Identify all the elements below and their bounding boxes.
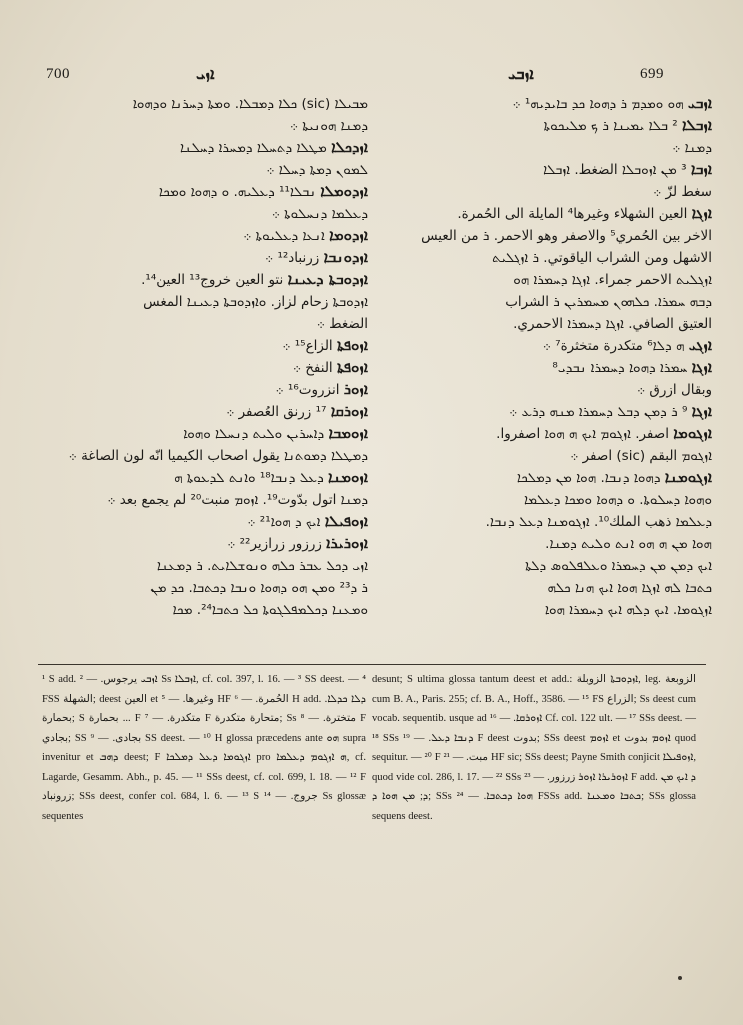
entry-line (382, 158, 712, 180)
entry-line (38, 92, 368, 114)
headword: ܐܙܘܡܢܐ (328, 468, 368, 486)
entry-text: ܕܐܚܪܝܢ ܘܠܝܬ ܕܢܚܠܐ ܘܗܘܐ (183, 426, 325, 442)
entry-line (38, 378, 368, 400)
headword: ܐܙܘܪܝܪܐ (326, 534, 368, 552)
entry-line (382, 444, 712, 466)
entry-text: ܐܙܝ ܕܟܠ ܥܒܪ ܟܠܗ ܘܢܘܫܠܐܝܬ. ܪ ܕܡܥܢܐ (156, 558, 368, 574)
entry-line (38, 312, 368, 334)
entry-text: ܐܙܕܘܒܬܐ زحام لزاز. ܘܐܙܕܘܒܬܐ ܕܥܝܢܐ المغس (143, 294, 368, 310)
entry-text: ܘܡܥܢܐ ܕܟܠܡܦܠܓܘܬܐ ܟܠ ܟܬܒܐ²⁴. ܡܟܐ (172, 602, 368, 618)
headword: ܐܙܕܘܡܠܐ (320, 182, 368, 200)
headword: ܐܙܘܪܩܐ (330, 402, 368, 420)
entry-text: انزروت¹⁶ ܀ (275, 382, 340, 398)
entry-text: ܡܒܝܠܐ (sic) ܟܠܐ ܕܡܒܠܐ. ܘܡܬܐ ܕܚܪܢܐ ܘܕܗܘܐ (132, 96, 368, 112)
entry-line (382, 114, 712, 136)
entry-line (38, 488, 368, 510)
entry-text: ܗܘܐ ܡܢ ܗ ܗܘ ܐܢܬ ܘܠܝܬ ܕܡܢܐ. (545, 536, 712, 552)
entry-line (38, 268, 368, 290)
entry-text: ܕܡܢܐ اتول بدّوت¹⁹. ܐܙܘܡ منبت²⁰ لم يجمع بعد ܀ (107, 492, 368, 508)
entry-text: ܕܥܠ ܕܢܒܐ¹⁸ ܘܐܢܬ ܠܕܥܘܬܐ ܗ (174, 470, 324, 486)
entry-line (382, 92, 712, 114)
entry-line (38, 422, 368, 444)
entry-line (382, 598, 712, 620)
entry-line (38, 444, 368, 466)
entry-line (382, 400, 712, 422)
entry-text: ܐܙܓܘܡܐ. ܐܝܟ ܕܠܗ ܐܝܟ ܕܚܡܪܐ ܗܘܐ (544, 602, 712, 618)
entry-line (38, 576, 368, 598)
entry-text: الاخر بين الحُمري⁵ والاصفر وهو الاحمر. ܪ من العيس (421, 228, 712, 244)
entry-text: ܘܗܘܐ ܕܚܠܘܬܐ. ܘ ܕܗܘܐ ܘܡܟܐ ܕܥܠܡܐ (524, 492, 712, 508)
entry-line (382, 576, 712, 598)
entry-line (38, 356, 368, 378)
headword: ܐܙܕܟܠܐ (331, 138, 368, 156)
entry-line (382, 378, 712, 400)
entry-text: اصفر. ܐܙܓܘܡ ܐܝܟ ܗ ܗܘܐ اصفروا. (496, 426, 669, 442)
headword: ܐܙܓܐ (691, 402, 712, 420)
entry-line (38, 114, 368, 136)
entry-text: وبقال ازرق ܀ (637, 382, 712, 398)
entry-text: ² ܒܠܐ ܝܡܝܢܐ ܪ ܟ ܡܠܝܟܘܬܐ (543, 118, 678, 134)
entry-text: زرنباد¹² ܀ (265, 250, 320, 266)
entry-text: ܕܒܗ ܚܡܪܐ. ܟܠܗܘܢ ܡܚܡܪܝܢ ܪ الشراب (505, 294, 712, 310)
entry-line (38, 290, 368, 312)
entry-text: ܚܡܪܐ ܕܗܘܐ ܕܚܡܪܐ ܢܒܕܝ⁸ (552, 360, 688, 376)
entry-line (38, 246, 368, 268)
entry-text: ³ ܡܢ ܐܙܘܒܠܐ الضغط. ܐܙܒܠܐ (543, 162, 687, 178)
entry-text: ܠܡܘܢ ܕܡܬܐ ܕܚܠܐ ܀ (266, 162, 368, 178)
entry-line (38, 224, 368, 246)
entry-line (382, 422, 712, 444)
footnotes-right: desunt; S ultima glossa tantum deest et add.: ܐܙܕܘܒܬܐ الزوبلة, leg. الزوبعة cum B. A., Paris. 255; cf. B. A., Hoff., 3586. — ¹⁵ FS الزراع; Ss deest cum vocab. sequentib. usque ad ܐܙܘܪܩܐ. — ¹⁶ Cf. col. 122 ult. — ¹⁷ SSs deest. — ¹⁸ SSs ܕܢܒܐ ܕܥܠ. — ¹⁹ F deest بدوت; SSs deest ܐܙܘܡ et ܐܙܘܡ بدوت quod sequitur. — ²⁰ F مبت. — ²¹ HF sic; SSs deest; Payne Smith conjicit ܐܙܘܦܝܠܐ, quod vide col. 286, l. 17. — ²² SSs ܐܙܘܪܝܪܐ ܐܙܘܪ زرزور. — ²³ F add. ܕ ܐܝܟ ܡܢ ܕ; ܡܢ ܗܘܐ ܕ; SSs ܗܘܐ ܕܟܬܒܐ. — ²⁴ FSSs add. ܟܬܒܐ ܘܡܥܢܐ; SSs glossa sequens deest. (372, 674, 697, 822)
entry-line (382, 180, 712, 202)
headword: ܐܙܓܝ (688, 336, 712, 354)
footnote-rule (38, 664, 706, 665)
entry-text: ܕܡܢܐ ܀ (672, 140, 712, 156)
entry-line (382, 466, 712, 488)
entry-line (382, 554, 712, 576)
entry-line (382, 246, 712, 268)
entry-text: النفخ ܀ (292, 360, 333, 376)
entry-line (38, 554, 368, 576)
entry-line (38, 158, 368, 180)
entry-line (382, 224, 712, 246)
headword: ܐܙܒܝ (687, 94, 712, 112)
entry-text: ܐܙܓܠܝܬ الاحمر جمراء. ܐܙܓܐ ܕܚܡܪܐ ܗܘ (513, 272, 712, 288)
entry-text: ܕܥܠܡܐ ذهب الملك¹⁰. ܐܙܓܘܡܢܐ ܕܥܠ ܕܢܒܐ. (485, 514, 712, 530)
headword: ܐܙܓܐ (691, 358, 712, 376)
entry-line (38, 202, 368, 224)
entry-line (382, 488, 712, 510)
entry-text: ܟܬܒܐ ܠܗ ܐܙܓܐ ܗܘܐ ܐܝܟ ܗܢܐ ܟܠܗ (547, 580, 712, 596)
entry-line (38, 532, 368, 554)
headword: ܐܙܓܘܡܢܐ (664, 468, 712, 486)
headword: ܐܙܕܘܢܒܐ (323, 248, 368, 266)
entry-line (382, 510, 712, 532)
entry-line (382, 136, 712, 158)
entry-text: ܡܛܠܐ ܕܬܚܠܐ ܕܡܚܪܐ ܕܚܠܢܐ (179, 140, 327, 156)
entry-line (38, 334, 368, 356)
left-text-column (38, 92, 368, 620)
entry-line (38, 400, 368, 422)
entry-line (38, 180, 368, 202)
entry-text: ܗܘ ܘܡܕܡ ܪ ܕܗܘܐ ܟܕ ܒܐܝܕܝܗ¹ ܀ (512, 96, 684, 112)
left-column-number: 700 (46, 66, 70, 82)
entry-text: ܪ ܕ²³ ܘܡܢ ܗܘ ܕܗܘܐ ܘܢܒܐ ܕܟܬܒܐ. ܟܕ ܡܢ (150, 580, 368, 596)
entry-text: ⁹ ܪ ܕܡܢ ܕܒܠ ܕܚܡܪܐ ܡܢܗ ܕܪܥ ܀ (509, 404, 688, 420)
entry-text: نتو العين خروج¹³ العين¹⁴. (141, 272, 284, 288)
entry-text: العتيق الصافي. ܐܙܓܐ ܕܚܡܪܐ الاحمري. (513, 316, 712, 332)
entry-line (382, 356, 712, 378)
entry-text: ܐܢܥܐ ܕܥܠܝܘܬܐ ܀ (243, 228, 325, 244)
entry-line (38, 136, 368, 158)
right-running-head: ܐܙܒܝ (508, 64, 534, 83)
entry-line (38, 510, 368, 532)
headword: ܐܙܓܘܡܐ (673, 424, 712, 442)
entry-text: الضغط ܀ (316, 316, 368, 332)
footnotes-left: ¹ S add. ܐܙܒܝ يرجوس. — ² Ss ܐܙܒܠܐ, cf. col. 397, l. 16. — ³ SS deest. — ⁴ FSS الشهلة; deest العين et وغيرها. — ⁵ HF الحُمرة. — ⁶ H add. ܕܠܐ ܟܕܠܐ. بحمارة; S بحمارة ... F متكدرة. — ⁷ F متحارة متكدرة; Ss متخترة. — ⁸ F بجادي; SS بجادى. — ⁹ SS deest. — ¹⁰ H glossa præcedens ante ܗܘ supra invenitur et ܕܗܒ deest; F ܐܙܓܘܡܐ ܕܥܠ ܕܡܠܟܐ pro ܗ ܐܙܓܘܡ ܕܥܠܡܐ, cf. Lagarde, Gesamm. Abh., p. 45. — ¹¹ SSs deest, cf. col. 699, l. 18. — ¹² F زرونباد; SSs deest, confer col. 684, l. 6. — ¹³ S جروج. — ¹⁴ Ss glossæ sequentes (42, 674, 366, 822)
headword: ܐܙܕܘܡܐ (329, 226, 368, 244)
right-column-number: 699 (640, 66, 664, 82)
headword: ܐܙܘܦܝܠܐ (324, 512, 368, 530)
entry-text: العين الشهلاء وغيرها⁴ المايلة الى الحُمرة. (457, 206, 688, 222)
entry-text: سغط لزّ ܀ (653, 184, 712, 200)
entry-line (38, 598, 368, 620)
entry-line (382, 312, 712, 334)
entry-text: ܕܡܢܐ ܗܘܢܝܬܐ ܀ (289, 118, 368, 134)
entry-text: ¹⁷ زرنق العُصفر ܀ (226, 404, 327, 420)
entry-line (38, 466, 368, 488)
right-text-column (382, 92, 712, 620)
entry-text: ܐܙܓܘܡ البقم (sic) اصفر ܀ (570, 448, 712, 464)
left-running-head: ܐܙܝ (196, 64, 215, 83)
entry-line (382, 268, 712, 290)
headword: ܐܙܘܡܒܐ (328, 424, 368, 442)
entry-line (382, 290, 712, 312)
entry-line (382, 202, 712, 224)
headword: ܐܙܒܐ (690, 160, 712, 178)
entry-line (382, 334, 712, 356)
entry-text: ܐܝܟ ܕ ܗܘܐ²¹ ܀ (247, 514, 321, 530)
entry-text: الزاع¹⁵ ܀ (282, 338, 333, 354)
entry-text: ܕܡܛܠܐ ܕܡܘܬܢܐ يقول اصحاب الكيميا انّه لون الصاغة ܀ (68, 448, 368, 464)
entry-text: الاشهل ومن الشراب الياقوتي. ܪ ܐܙܓܠܝܬ (492, 250, 712, 266)
headword: ܐܙܕܘܒܬܐ ܕܥܝܢܐ (287, 270, 368, 288)
print-speck (678, 976, 682, 980)
entry-text: ܕܗܘܐ ܕܢܒܐ. ܗܘܐ ܡܢ ܕܡܠܟܐ (516, 470, 661, 486)
headword: ܐܙܓܐ (691, 204, 712, 222)
headword: ܐܙܘܪ (343, 380, 368, 398)
entry-text: ܗ ܕܠܐ⁶ متكدرة متخثرة⁷ ܀ (542, 338, 685, 354)
headword: ܐܙܘܦܬܐ (336, 336, 368, 354)
headword: ܐܙܘܦܬܐ (336, 358, 368, 376)
entry-text: ܢܒܠܐ¹¹ ܕܥܠܝܗ. ܘ ܕܗܘܐ ܘܡܟܐ (158, 184, 316, 200)
entry-text: زرزور زرازير²² ܀ (227, 536, 322, 552)
headword: ܐܙܒܠܐ (681, 116, 712, 134)
entry-text: ܐܝܟ ܕܡܢ ܡܢ ܕܚܡܪܐ ܘܥܠܦܠܘܣ ܕܠܬܐ (525, 558, 712, 574)
entry-text: ܕܥܠܡܐ ܕܢܚܠܘܬܐ ܀ (271, 206, 368, 222)
entry-line (382, 532, 712, 554)
